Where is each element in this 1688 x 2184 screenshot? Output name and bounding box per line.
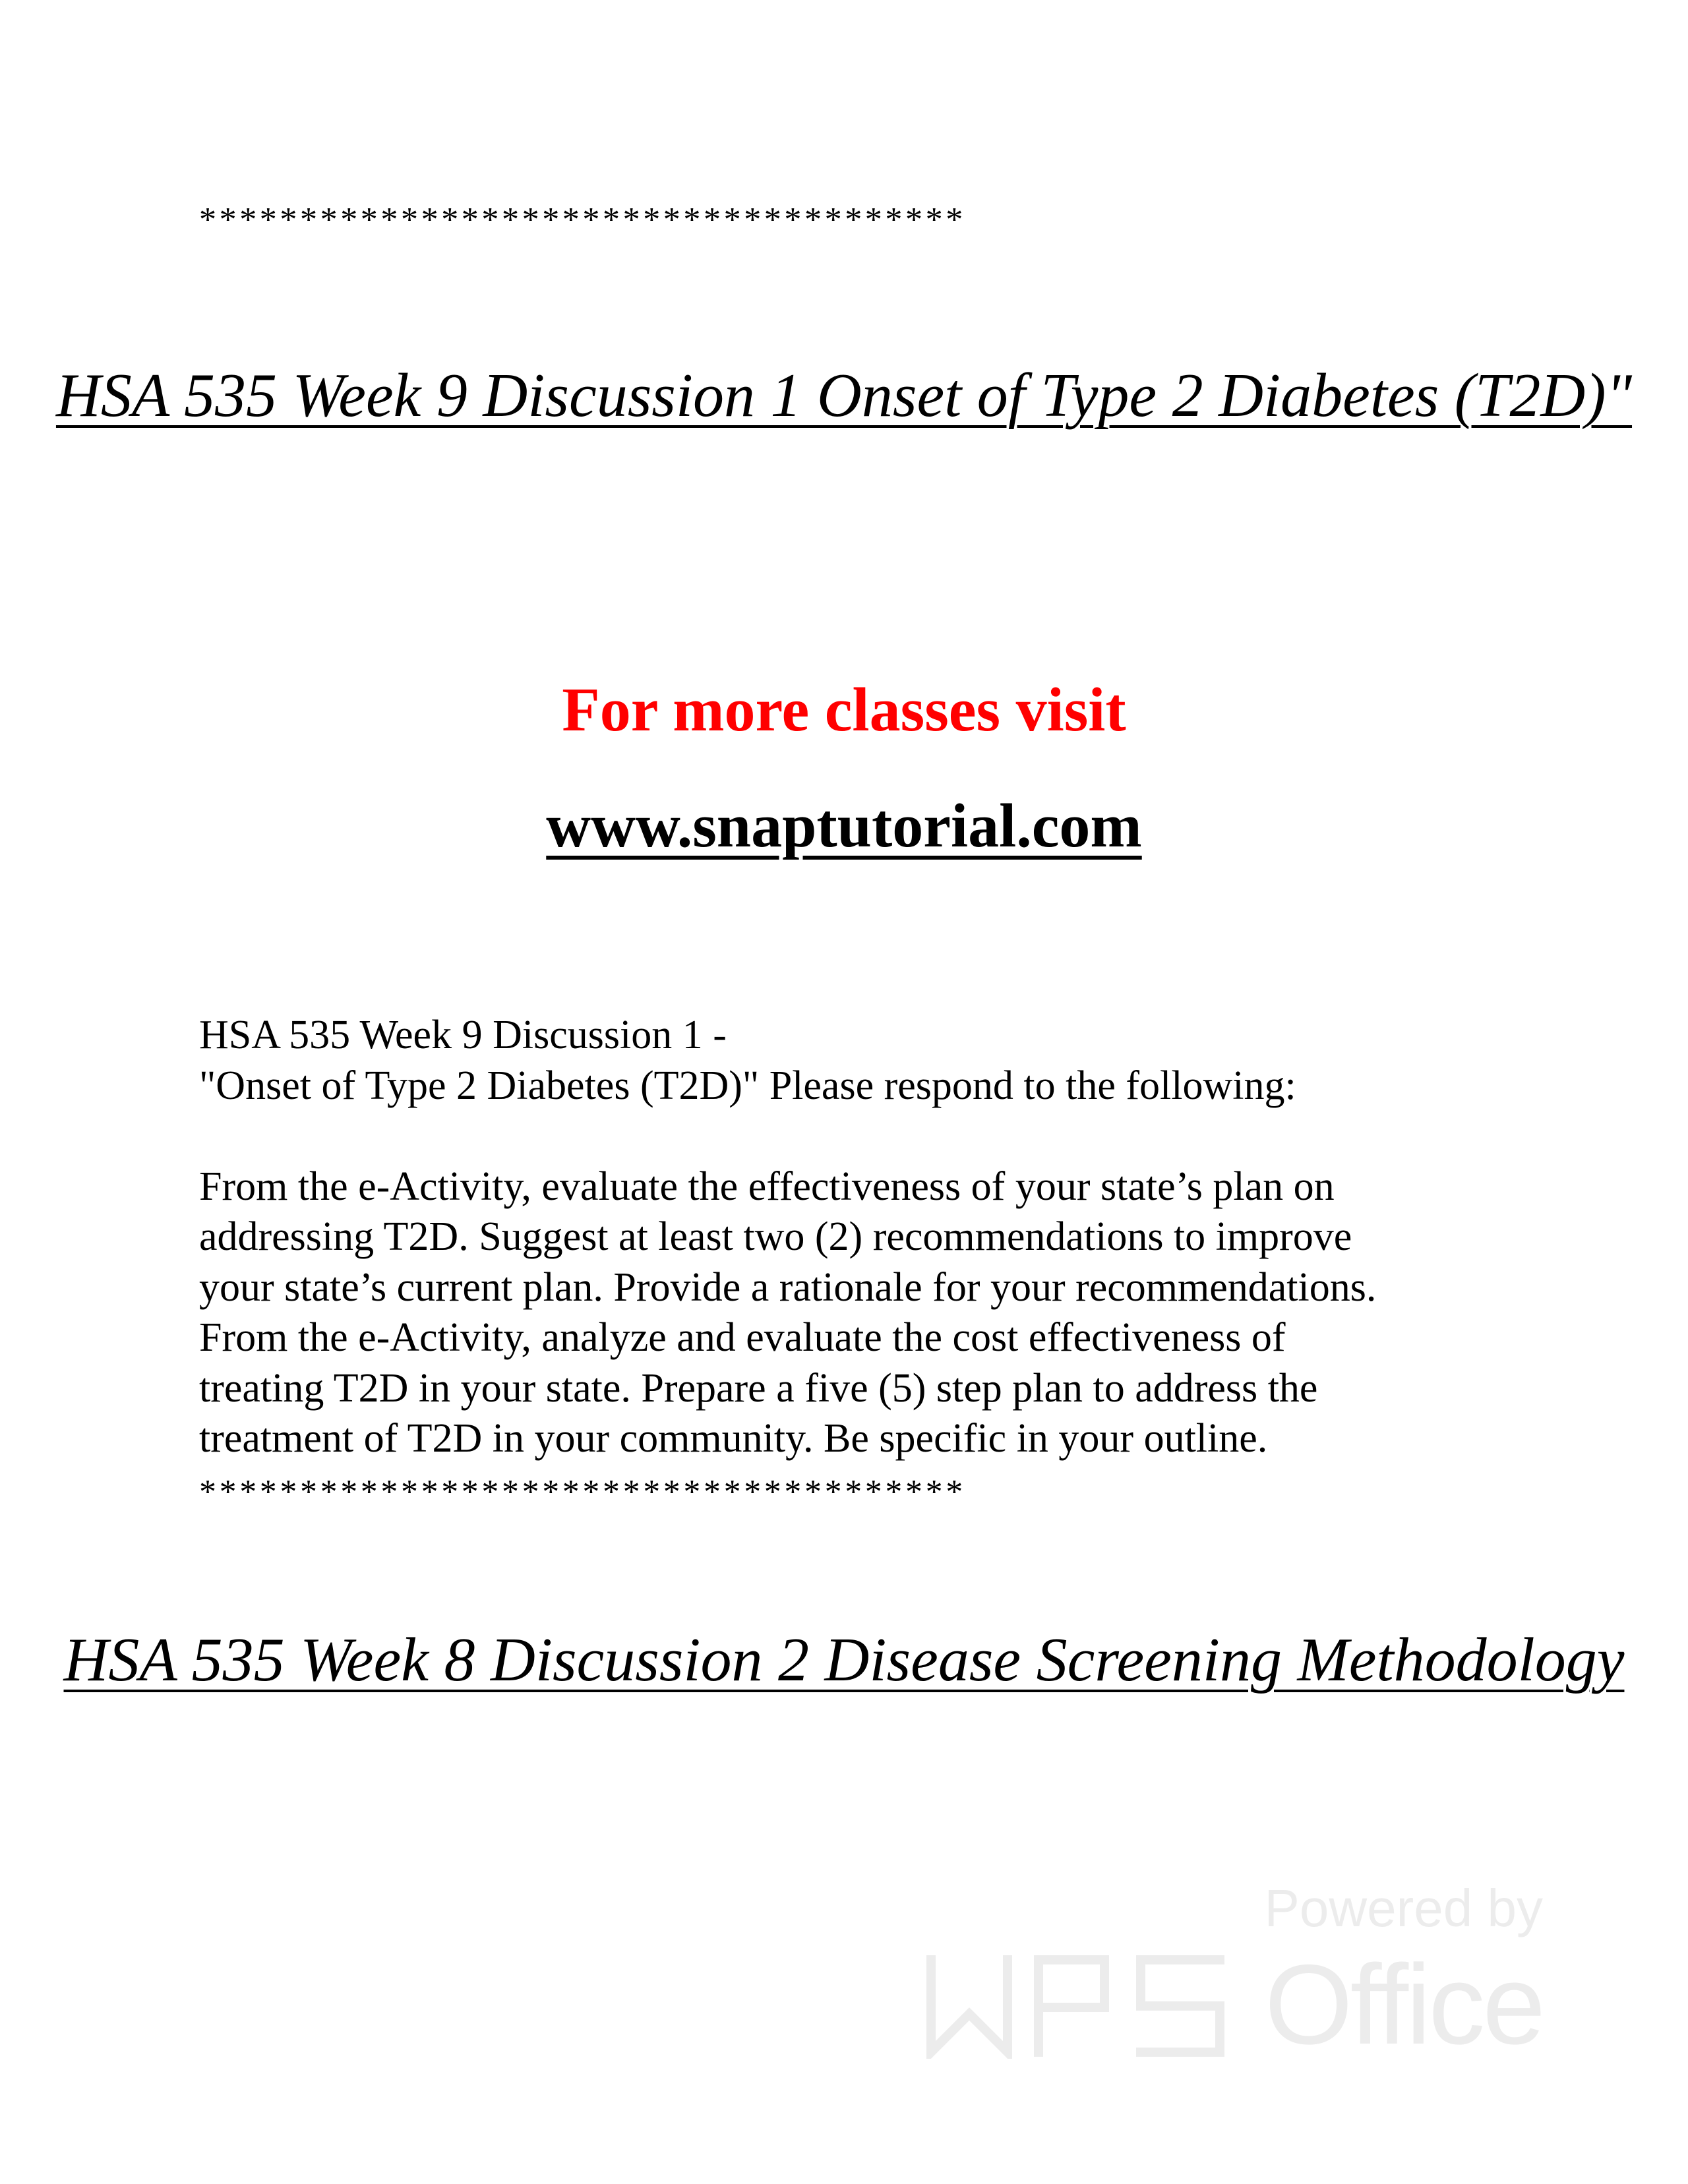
separator-top: ************************************** — [199, 201, 966, 239]
promo-text: For more classes visit — [562, 676, 1126, 744]
separator-bottom: ************************************** — [199, 1473, 966, 1511]
wps-office-watermark — [923, 1879, 1543, 2068]
body-line: From the e-Activity, evaluate the effectiveness of your state’s plan on — [199, 1164, 1335, 1209]
watermark-office: Office — [1264, 1941, 1543, 2068]
body-line: addressing T2D. Suggest at least two (2) recommendations to improve — [199, 1214, 1352, 1259]
promo-url-link[interactable]: www.snaptutorial.com — [546, 792, 1142, 860]
paragraph-gap — [199, 1111, 1531, 1162]
body-line: From the e-Activity, analyze and evaluate the cost effectiveness of — [199, 1315, 1286, 1360]
discussion-body — [199, 1010, 1531, 1464]
body-line: treatment of T2D in your community. Be specific in your outline. — [199, 1416, 1268, 1461]
body-line: "Onset of Type 2 Diabetes (T2D)" Please respond to the following: — [199, 1063, 1296, 1108]
heading-week-9-discussion-1: HSA 535 Week 9 Discussion 1 Onset of Type 2 Diabetes (T2D)" — [55, 361, 1633, 430]
body-line: your state’s current plan. Provide a rationale for your recommendations. — [199, 1264, 1377, 1310]
heading-week-8-discussion-2: HSA 535 Week 8 Discussion 2 Disease Screening Methodology — [63, 1626, 1625, 1694]
watermark-powered-by: Powered by — [1264, 1879, 1543, 1937]
wps-logo-icon — [923, 1953, 1253, 2059]
body-line: treating T2D in your state. Prepare a five (5) step plan to address the — [199, 1365, 1318, 1411]
body-line: HSA 535 Week 9 Discussion 1 - — [199, 1013, 727, 1057]
